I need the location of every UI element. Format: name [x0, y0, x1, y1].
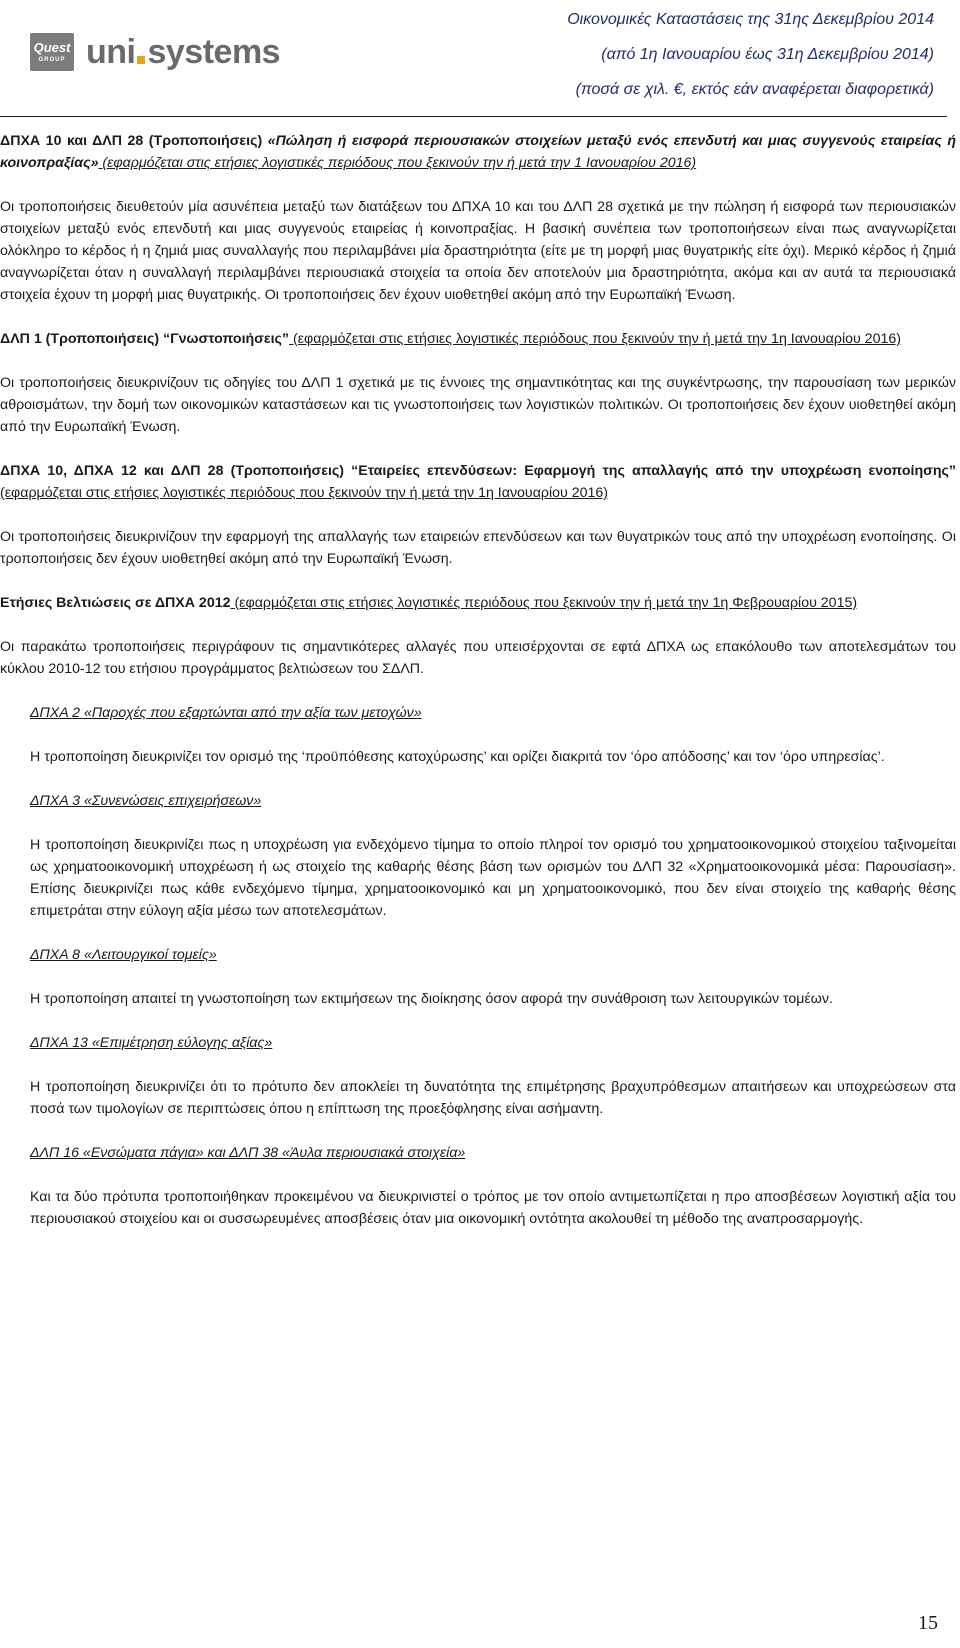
subsection-title: ΔΠΧΑ 13 «Επιμέτρηση εύλογης αξίας»: [30, 1035, 273, 1051]
subsection-heading: [0, 702, 956, 724]
section-1-heading: [0, 130, 956, 174]
section-1-effective-date: (εφαρμόζεται στις ετήσιες λογιστικές περιόδους που ξεκινούν την ή μετά την 1 Ιανουαρίου 2016): [98, 155, 697, 171]
subsection-body: Η τροποποίηση απαιτεί τη γνωστοποίηση των εκτιμήσεων της διοίκησης όσον αφορά την συνάθροιση των λειτουργικών τομέων.: [30, 991, 833, 1007]
subsection-body: Η τροποποίηση διευκρινίζει τον ορισμό της ‘προϋπόθεσης κατοχύρωσης’ και ορίζει διακριτά τον ‘όρο απόδοσης’ και τον ‘όρο υπηρεσίας’.: [30, 749, 885, 765]
section-4-body: Οι παρακάτω τροποποιήσεις περιγράφουν τις σημαντικότερες αλλαγές που υπεισέρχονται σε εφτά ΔΠΧΑ ως επακόλουθο των αποτελεσμάτων του κύκλου 2010-12 του ετήσιου προγράμματος βελτιώσεων του ΣΔΛΠ.: [0, 639, 956, 677]
section-1-title-standard: ΔΠΧΑ 10 και ΔΛΠ 28 (Τροποποιήσεις): [0, 133, 268, 149]
subsection-heading: [0, 1032, 956, 1054]
section-2-body: Οι τροποποιήσεις διευκρινίζουν τις οδηγίες του ΔΛΠ 1 σχετικά με τις έννοιες της σημαντικότητας και της συγκέντρωσης, την παρουσίαση των μερικών αθροισμάτων, την δομή των οικονομικών καταστάσεων και τις γνωστοποιήσεις των λογιστικών πολιτικών. Οι τροποποιήσεις δεν έχουν υιοθετηθεί ακόμη από την Ευρωπαϊκή Ένωση.: [0, 375, 956, 435]
logo-word-right: systems: [147, 33, 281, 71]
section-2-heading: [0, 328, 956, 350]
subsection-title: ΔΛΠ 16 «Ενσώματα πάγια» και ΔΛΠ 38 «Άυλα περιουσιακά στοιχεία»: [30, 1145, 466, 1161]
section-3-title: ΔΠΧΑ 10, ΔΠΧΑ 12 και ΔΛΠ 28 (Τροποποιήσεις) “Εταιρείες επενδύσεων: Εφαρμογή της απαλλαγής από την υποχρέωση ενοποίησης”: [0, 463, 956, 479]
section-4-heading: [0, 592, 956, 614]
subsection-title: ΔΠΧΑ 2 «Παροχές που εξαρτώνται από την αξία των μετοχών»: [30, 705, 422, 721]
subsection-body: Και τα δύο πρότυπα τροποποιήθηκαν προκειμένου να διευκρινιστεί ο τρόπος με τον οποίο αντιμετωπίζεται η προ αποσβέσεων λογιστική αξία του περιουσιακού στοιχείου και οι συσσωρευμένες αποσβέσεις όταν μια οικονομική οντότητα ακολουθεί τη μέθοδο της αναπροσαρμογής.: [30, 1189, 956, 1227]
company-logo: [30, 33, 280, 71]
section-3-heading: [0, 460, 956, 504]
section-3-body: Οι τροποποιήσεις διευκρινίζουν την εφαρμογή της απαλλαγής των εταιρειών επενδύσεων και των θυγατρικών τους από την υποχρέωση ενοποίησης. Οι τροποποιήσεις δεν έχουν υιοθετηθεί ακόμη από την Ευρωπαϊκή Ένωση.: [0, 529, 956, 567]
logo-wordmark: [86, 35, 280, 69]
section-4-title: Ετήσιες Βελτιώσεις σε ΔΠΧΑ 2012: [0, 595, 231, 611]
header-line-2: (από 1η Ιανουαρίου έως 31η Δεκεμβρίου 2014): [601, 46, 934, 63]
badge-bottom-text: GROUP: [38, 57, 66, 63]
subsection-heading: [0, 790, 956, 812]
page-header: [567, 2, 934, 107]
page-number: 15: [918, 1612, 938, 1634]
subsection-heading: [0, 1142, 956, 1164]
header-line-1: Οικονομικές Καταστάσεις της 31ης Δεκεμβρίου 2014: [567, 11, 934, 28]
logo-word-left: uni: [86, 33, 136, 71]
section-3-effective-date: (εφαρμόζεται στις ετήσιες λογιστικές περιόδους που ξεκινούν την ή μετά την 1η Ιανουαρίου 2016): [0, 485, 608, 501]
section-4-effective-date: (εφαρμόζεται στις ετήσιες λογιστικές περιόδους που ξεκινούν την ή μετά την 1η Φεβρουαρίου 2015): [230, 595, 858, 611]
subsection-body: Η τροποποίηση διευκρινίζει πως η υποχρέωση για ενδεχόμενο τίμημα το οποίο πληροί τον ορισμό του χρηματοοικονομικού στοιχείου ταξινομείται ως χρηματοοικονομική υποχρέωση ή ως στοιχείο της καθαρής θέσης βάση των ορισμών του ΔΛΠ 32 «Χρηματοοικονομικά μέσα: Παρουσίαση». Επίσης διευκρινίζει πως κάθε ενδεχόμενο τίμημα, χρηματοοικονομικό και μη χρηματοοικονομικό, που δεν είναι στοιχείο της καθαρής θέσης επιμετράται στην εύλογη αξία μέσω των αποτελεσμάτων.: [30, 837, 956, 919]
header-line-3: (ποσά σε χιλ. €, εκτός εάν αναφέρεται διαφορετικά): [575, 81, 934, 98]
section-2-title: ΔΛΠ 1 (Τροποποιήσεις) “Γνωστοποιήσεις”: [0, 331, 290, 347]
subsection-title: ΔΠΧΑ 3 «Συνενώσεις επιχειρήσεων»: [30, 793, 262, 809]
badge-top-text: Quest: [33, 40, 71, 55]
subsection-body: Η τροποποίηση διευκρινίζει ότι το πρότυπο δεν αποκλείει τη δυνατότητα της επιμέτρησης βραχυπρόθεσμων απαιτήσεων και υποχρεώσεων στα ποσά των τιμολογίων σε περιπτώσεις όπου η επίπτωση της προεξόφλησης είναι ασήμαντη.: [30, 1079, 956, 1117]
section-1-body: Οι τροποποιήσεις διευθετούν μία ασυνέπεια μεταξύ των διατάξεων του ΔΠΧΑ 10 και του ΔΛΠ 28 σχετικά με την πώληση ή εισφορά των περιουσιακών στοιχείων μεταξύ ενός επενδυτή και μιας συγγενούς εταιρείας ή κοινοπραξίας. Η βασική συνέπεια των τροποποιήσεων είναι πως αναγνωρίζεται ολόκληρο το κέρδος ή η ζημιά μιας συναλλαγής που περιλαμβάνει μία δραστηριότητα (είτε με τη μορφή μιας θυγατρικής είτε όχι). Μερικό κέρδος ή ζημιά αναγνωρίζεται όταν η συναλλαγή περιλαμβάνει περιουσιακά στοιχεία τα οποία δεν αποτελούν μια δραστηριότητα, ακόμα και αν αυτά τα περιουσιακά στοιχεία έχουν τη μορφή μιας θυγατρικής. Οι τροποποιήσεις δεν έχουν υιοθετηθεί ακόμη από την Ευρωπαϊκή Ένωση.: [0, 199, 956, 303]
logo-dot-icon: [137, 56, 145, 64]
subsection-title: ΔΠΧΑ 8 «Λειτουργικοί τομείς»: [30, 947, 217, 963]
section-1-title-name: «Πώληση ή εισφορά περιουσιακών στοιχείων μεταξύ ενός επενδυτή και μιας συγγενούς εταιρείας ή κοινοπραξίας»: [0, 133, 957, 171]
subsection-heading: [0, 944, 956, 966]
section-2-effective-date: (εφαρμόζεται στις ετήσιες λογιστικές περιόδους που ξεκινούν την ή μετά την 1η Ιανουαρίου 2016): [289, 331, 901, 347]
quest-group-badge: [30, 33, 74, 71]
header-divider: [0, 116, 947, 117]
document-body: [0, 130, 956, 1252]
